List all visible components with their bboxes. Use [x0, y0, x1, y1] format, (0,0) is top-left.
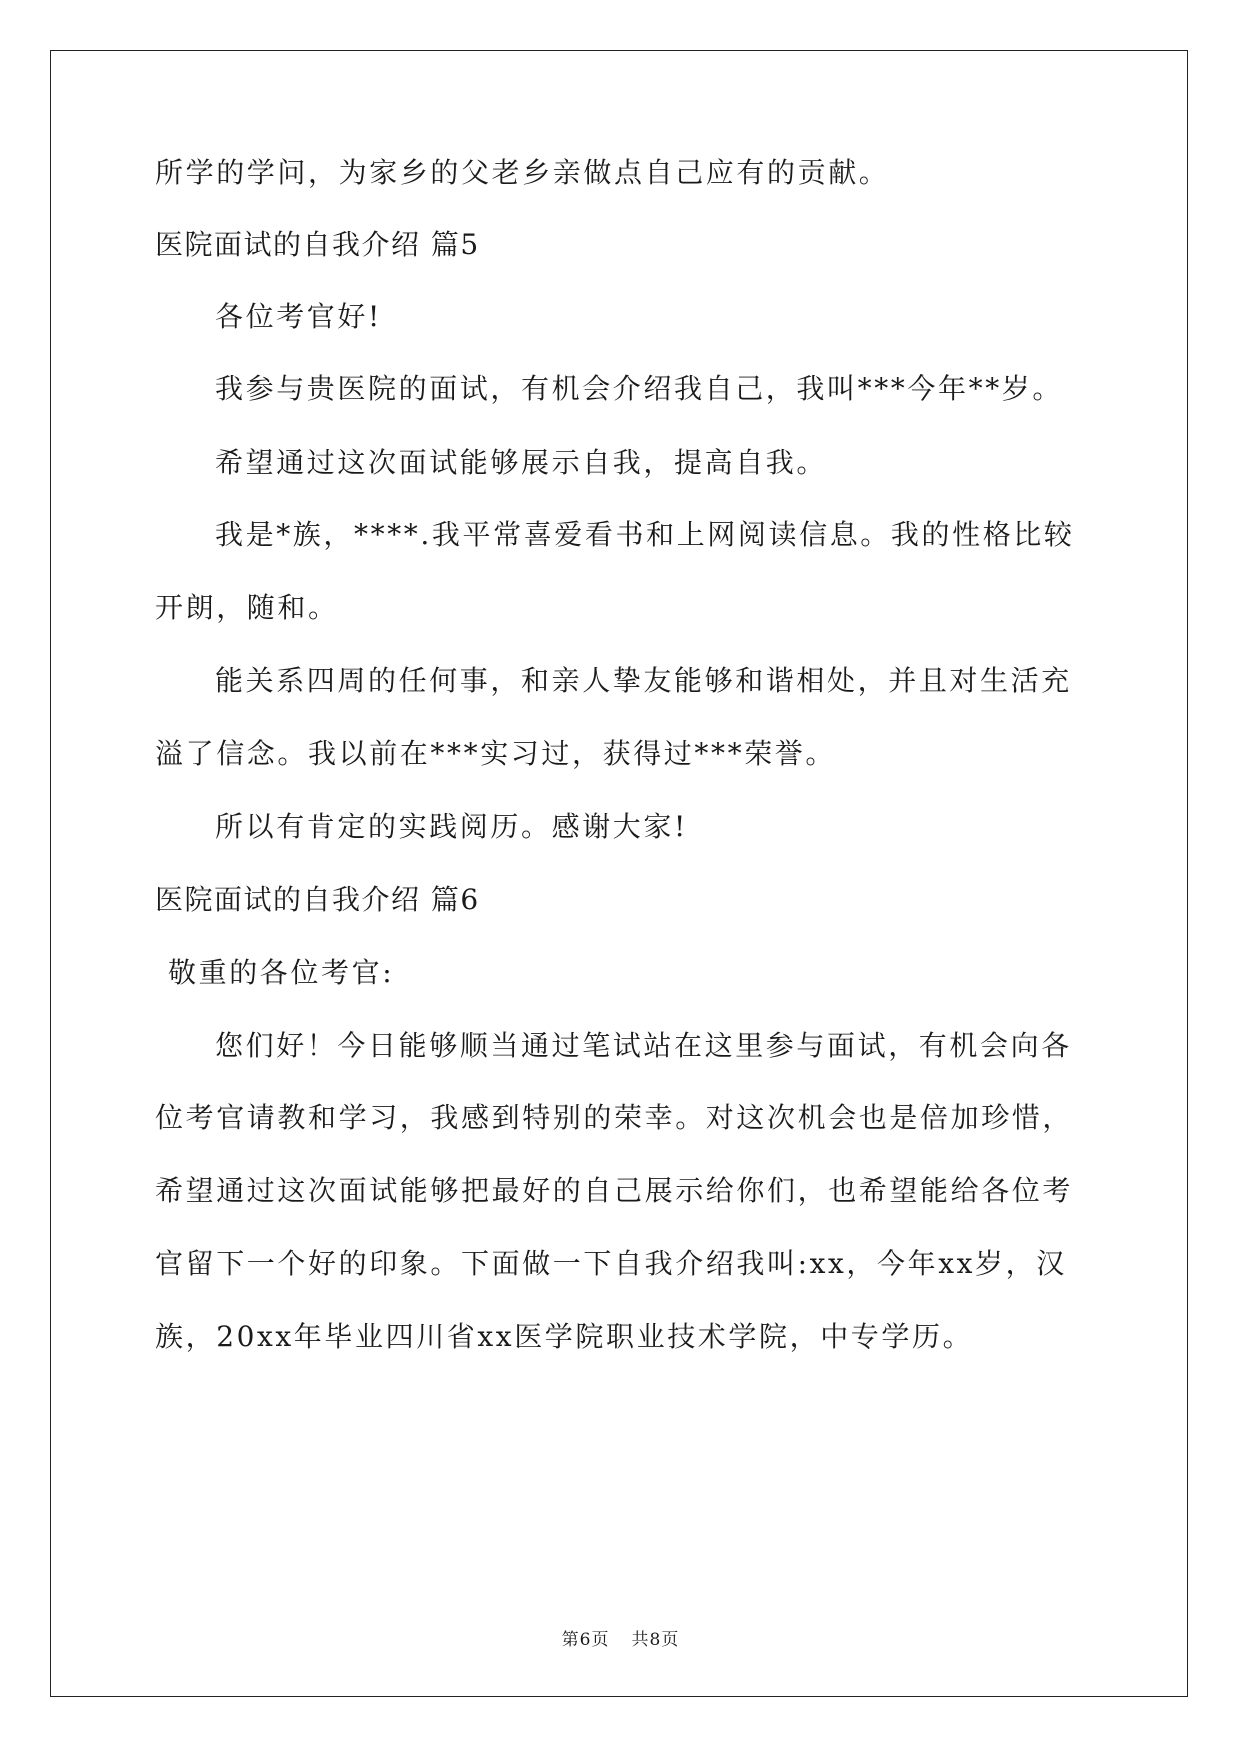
paragraph-line: 开朗，随和。	[155, 591, 339, 624]
section-heading: 医院面试的自我介绍 篇5	[155, 228, 480, 261]
paragraph-line: 您们好！今日能够顺当通过笔试站在这里参与面试，有机会向各	[215, 1029, 1072, 1062]
paragraph-line: 族，20xx年毕业四川省xx医学院职业技术学院，中专学历。	[155, 1320, 974, 1353]
paragraph-line: 所学的学问，为家乡的父老乡亲做点自己应有的贡献。	[155, 156, 890, 189]
section-heading: 医院面试的自我介绍 篇6	[155, 883, 480, 916]
paragraph-line: 所以有肯定的实践阅历。感谢大家!	[215, 810, 688, 843]
paragraph-line: 官留下一个好的印象。下面做一下自我介绍我叫:xx，今年xx岁，汉	[155, 1247, 1067, 1280]
paragraph-line: 各位考官好!	[215, 300, 382, 333]
paragraph-line: 我是*族，****.我平常喜爱看书和上网阅读信息。我的性格比较	[215, 518, 1075, 551]
paragraph-line: 我参与贵医院的面试，有机会介绍我自己，我叫***今年**岁。	[215, 372, 1064, 405]
paragraph-line: 溢了信念。我以前在***实习过，获得过***荣誉。	[155, 737, 837, 770]
page-total: 共8页	[631, 1630, 680, 1650]
paragraph-line: 位考官请教和学习，我感到特别的荣幸。对这次机会也是倍加珍惜，	[155, 1101, 1074, 1134]
paragraph-line: 能关系四周的任何事，和亲人挚友能够和谐相处，并且对生活充	[215, 664, 1072, 697]
page-footer	[0, 1628, 1241, 1652]
paragraph-line: 希望通过这次面试能够展示自我，提高自我。	[215, 446, 828, 479]
page-border	[50, 50, 1188, 1697]
paragraph-line: 敬重的各位考官:	[168, 956, 395, 989]
paragraph-line: 希望通过这次面试能够把最好的自己展示给你们，也希望能给各位考	[155, 1174, 1074, 1207]
page-number: 第6页	[561, 1630, 610, 1650]
